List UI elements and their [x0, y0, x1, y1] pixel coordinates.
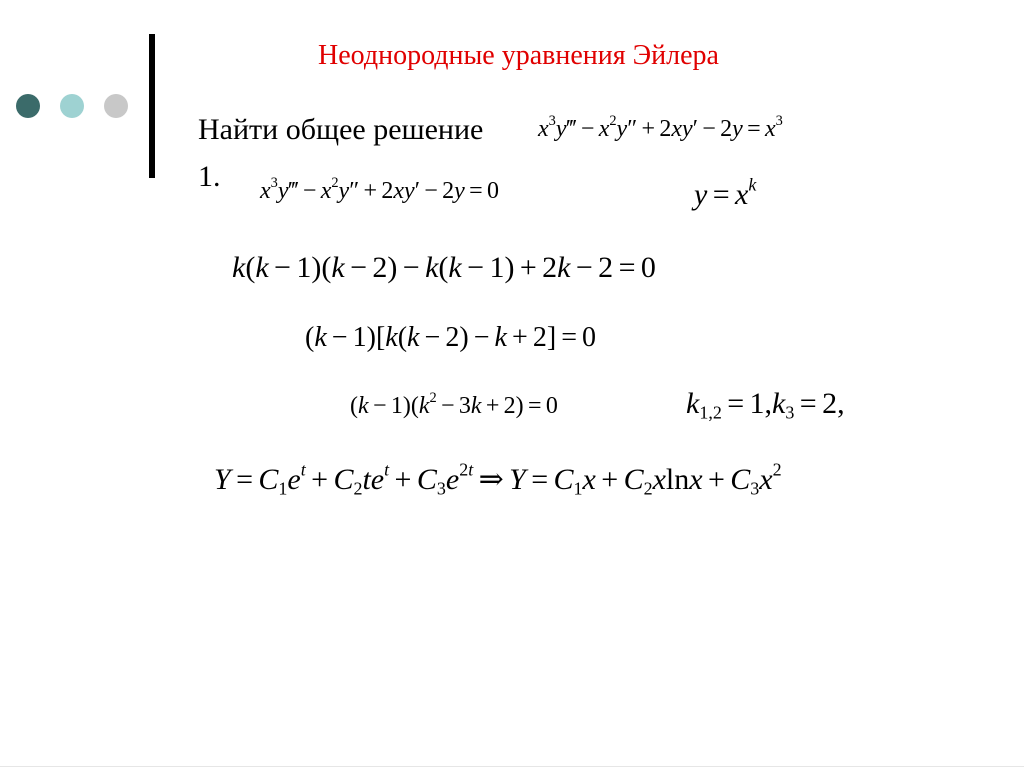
- decor-dot-gray: [104, 94, 128, 118]
- general-solution: $Y = C_1e^t + C_2te^t + C_3e^{2t}$ ⇒ $Y = C_1x + C_2xlnx + C_3x^2$: [214, 459, 782, 499]
- slide-title: Неоднородные уравнения Эйлера: [318, 40, 719, 71]
- decor-vertical-bar: [149, 34, 155, 178]
- decor-dot-dark: [16, 94, 40, 118]
- item-number: 1.: [198, 160, 221, 193]
- simplified-equation: $(k - 1)(k^2 - 3k + 2) = 0$: [350, 390, 558, 419]
- equation-homogeneous: $x^3y‴ - x^2y'' + 2xy' - 2y = 0$: [260, 175, 499, 204]
- task-label: Найти общее решение: [198, 113, 484, 146]
- factored-equation: (k − 1)[k(k − 2) − k + 2] = 0: [305, 322, 597, 353]
- characteristic-equation: k(k − 1)(k − 2) − k(k − 1) + 2k − 2 = 0: [232, 251, 656, 284]
- equation-original: $x^3y‴ - x^2y'' + 2xy' - 2y = x^3$: [538, 113, 783, 142]
- decor-dot-light: [60, 94, 84, 118]
- substitution: $y = x^k$: [694, 174, 757, 211]
- roots: $k_{1,2} = 1,k_3 = 2$,: [686, 387, 845, 423]
